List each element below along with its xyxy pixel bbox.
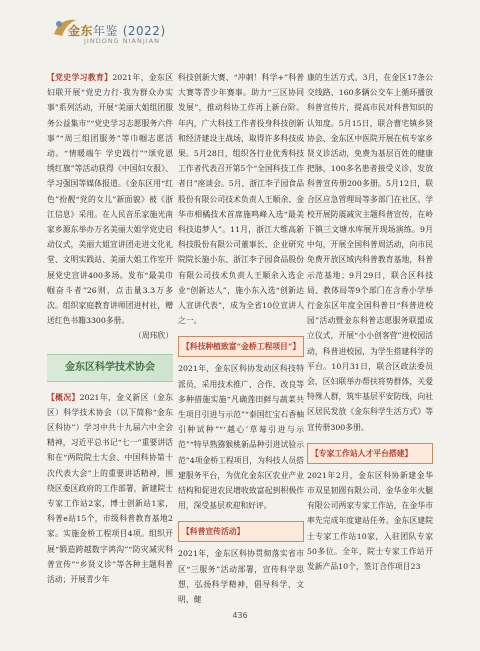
section-heading-box: 【科普宣传活动】	[178, 521, 304, 542]
author-signature: （周玮欣）	[134, 331, 173, 341]
yearbook-subtitle: JINDONG NIANJIAN	[84, 37, 161, 45]
paragraph-text: 科技创新大赛、“冲刺！科学+”科普大赛等青少年赛事。助力“三区协同发展”，推动科协工作再上新台阶。年内，广大科技工作者投身科技创新和经济建设主战场，取得许多科技成果。5月28日，组织各行业优秀科技工作者代表召开第5个“全国科技工作者日”座谈会。5月，浙江李子园食品股份有限公司技术负责人王顺余、金华市相橘技术首席施鸣峰入选“最美科技追梦人”。11月，浙江大维高新科技股份有限公司董事长、企业研究院院长施小东、浙江李子园食品股份有限公司技术负责人王顺余入选企业“创新达人”，施小东入选“创新达人宣讲代表”，成为全省10位宣讲人之一。	[178, 73, 304, 326]
page-number: 436	[232, 611, 248, 620]
section-banner: 金东区科学技术协会	[47, 354, 173, 382]
paragraph-text: 2021年，金东区科协发动区科技特派员，采用技术推广、合作、改良等多种措施实施“凡确莲田鲜与蔬菜共生项目引进与示范”“泰国红宝石香柚引种试种”“‘越心’草莓引进与示范”“特早熟猕猴桃新品种引进试验示范”4项金桥工程项目，为科技人员搭建服务平台，为优化金东区农业产业结构和促进农民增收致富起到积极作用，深受基层欢迎和好评。	[178, 364, 304, 511]
paragraph	[47, 70, 173, 328]
column-1	[47, 70, 173, 587]
section-tag: 【党史学习教育】	[47, 73, 113, 82]
column-2	[178, 70, 304, 607]
section-tag: 【概况】	[47, 392, 80, 402]
paragraph-text: 2021年，金义新区（金东区）科学技术协会（以下简称“金东区科协”）学习中共十九届六中全会精神，习近平总书记“七一”重要讲话和在“两院院士大会、中国科协第十次代表大会”上的重要讲话精神，围绕区委区政府的工作部署，新建院士专家工作站2家，博士创新站1家，科普e站15个，市级科普教育基地2家。实施金桥工程项目4项。组织开展“锻造跨越数字鸿沟”“防灾减灾科普宣传”“乡贤义诊”等各种主题科普活动；开展青少年	[47, 392, 174, 585]
paragraph-text: 2021年，金东区妇联开展“党史力行·我为群众办实事”系列活动，开展“美丽大姐组团服务公益集市”“党史学习志愿服务六件事”“周三组团服务”等巾帼志愿活动。“情暖端午 学史践行”“颂党恩 绣红旗”等活动获得《中国妇女报》、学习强国等媒体报道。《金东区用“红色”扮靓“党的女儿”新面貌》被《浙江信息》采用。在人民音乐家施光南家乡源东举办万名美丽大姐学党史启动仪式，美丽大姐宣讲团走进文化礼堂、文明实践站、美丽大姐工作室开展党史宣讲400多场。发布“最美巾帼奋斗者”26则，点击量3.3万多次。组织家庭教育讲师团进村社，赠送红色书籍3300多册。	[47, 73, 173, 326]
yearbook-year: (2022)	[122, 24, 166, 38]
paragraph-text: 2021年2月，金东区科协新建金华市双星韧圆有限公司、金华金年火腿有限公司两家专家工作站，在金华市率先完成年度建站任务。金东区建院士专家工作站10家，入驻团队专家50多位。全年，院士专家工作站开发新产品10个，签订合作项目23	[307, 470, 433, 572]
paragraph-text: 2021年，金东区科协贯彻落实省市区“三服务”活动部署，宣传科学思想，弘扬科学精神，倡导科学、文明、健	[178, 549, 304, 605]
header	[22, 10, 462, 54]
paragraph-text: 康的生活方式。3月，在金区17条公交线路、160多辆公交车上循环播放科普宣传片，提高市民对科普知识的认知度。5月15日，联合曹宅镇乡贤协会、金东区中医院开展在杭专家乡贤义诊活动，免费为基层百姓的健康把脉，100多名患者接受义诊，发放科普宣传册200多册。5月12日，联合区应急管理局等多部门在社区、学校开展防震减灾主题科普宣传，在岭下镇三文塘水库展开现场演练。9月中旬，开展全国科普周活动，向市民免费开放区域内科普教育基地，科普示范基地；9月29日，联合区科技局、教体局等9个部门在含香小学举行金东区年度全国科普日“科普进校园”活动暨金东科普志愿服务联盟成立仪式，开展“小小创客营”进校园活动，科普进校园，为学生搭建科学的平台。10月31日，联合区政法委员会，区妇联举办帮扶将势群体，关爱特殊人群，筑牢基层平安防线，向社区居民发放《金东科学生活方式》等宣传册300多册。	[307, 73, 433, 432]
yearbook-label: 年鉴	[93, 24, 119, 38]
section-heading-box: 【专家工作站人才平台搭建】	[307, 443, 433, 464]
brand-name: 金东	[68, 24, 94, 38]
column-3	[307, 70, 433, 574]
section-heading-box: 【科技种植致富“金桥工程项目”】	[178, 336, 304, 357]
paragraph	[47, 390, 173, 588]
